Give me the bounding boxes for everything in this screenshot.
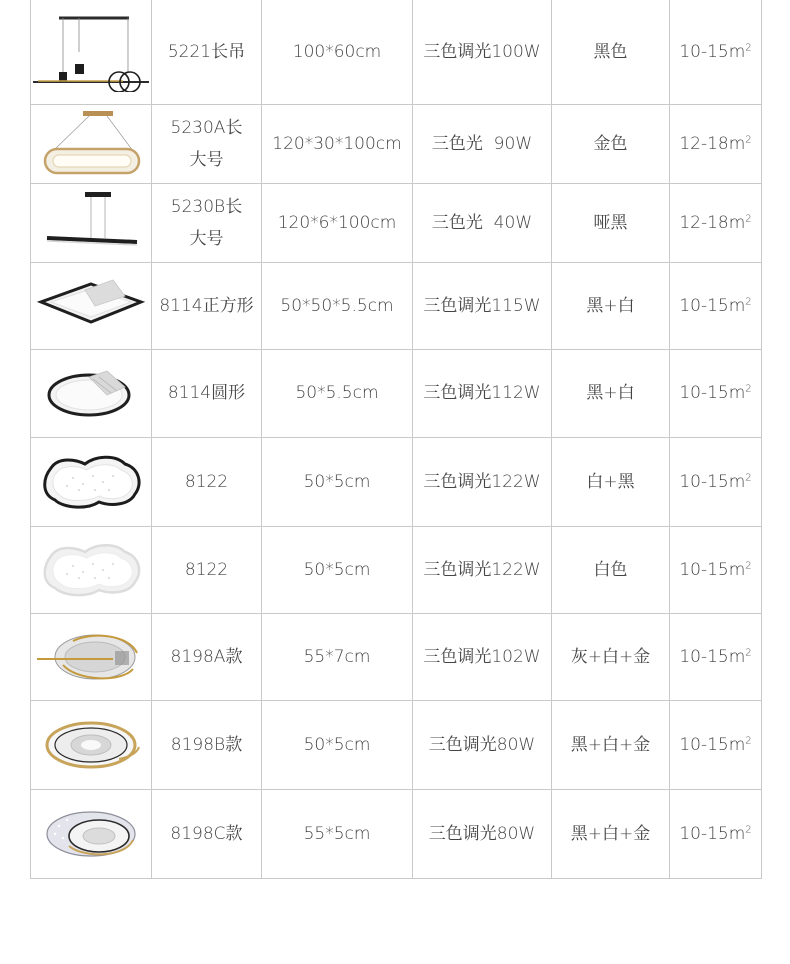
model-cell: 5230B长大号 [152,183,262,262]
product-image-cell [31,700,152,789]
linear-pendant-cylinders-rings-icon [33,12,149,92]
oval-ring-pendant-gold-icon [33,107,149,181]
light-cell: 三色调光115W [413,262,552,349]
linear-bar-pendant-black-icon [33,186,149,260]
cloud-ceiling-lamp-black-icon [33,442,149,522]
color-cell: 黑色 [552,0,670,104]
product-image-cell [31,104,152,183]
area-cell: $10-15m^2$ [670,437,762,526]
color-cell: 灰+白+金 [552,613,670,700]
model-cell: 8122 [152,526,262,613]
size-cell: 55*5cm [262,789,413,878]
light-cell: 三色调光102W [413,613,552,700]
size-cell: 50*5cm [262,526,413,613]
light-cell: 三色光 40W [413,183,552,262]
product-image-cell [31,789,152,878]
ring-ceiling-lamp-b-icon [33,705,149,785]
model-cell: 8114正方形 [152,262,262,349]
light-cell: 三色调光100W [413,0,552,104]
model-cell: 5230A长大号 [152,104,262,183]
area-cell: $10-15m^2$ [670,700,762,789]
area-cell: $12-18m^2$ [670,104,762,183]
light-cell: 三色调光80W [413,789,552,878]
color-cell: 黑+白 [552,262,670,349]
table-row [31,349,762,437]
light-cell: 三色调光122W [413,526,552,613]
light-cell: 三色调光122W [413,437,552,526]
ring-ceiling-lamp-c-icon [33,794,149,874]
area-cell: $10-15m^2$ [670,526,762,613]
model-cell: 5221长吊 [152,0,262,104]
table-row [31,104,762,183]
color-cell: 哑黑 [552,183,670,262]
size-cell: 50*5cm [262,700,413,789]
product-spec-table [30,0,762,879]
square-ceiling-lamp-icon [33,266,149,346]
size-cell: 50*5cm [262,437,413,526]
product-image-cell [31,262,152,349]
area-cell: $12-18m^2$ [670,183,762,262]
light-cell: 三色光 90W [413,104,552,183]
light-cell: 三色调光80W [413,700,552,789]
color-cell: 黑+白+金 [552,700,670,789]
product-image-cell [31,183,152,262]
color-cell: 白+黑 [552,437,670,526]
size-cell: 50*5.5cm [262,349,413,437]
area-cell: $10-15m^2$ [670,613,762,700]
table-row [31,700,762,789]
size-cell: 120*6*100cm [262,183,413,262]
table-row [31,789,762,878]
product-image-cell [31,526,152,613]
area-cell: $10-15m^2$ [670,262,762,349]
product-image-cell [31,437,152,526]
table-row [31,0,762,104]
table-row [31,437,762,526]
product-image-cell [31,0,152,104]
round-ceiling-lamp-icon [33,353,149,433]
color-cell: 金色 [552,104,670,183]
product-image-cell [31,349,152,437]
color-cell: 黑+白+金 [552,789,670,878]
light-cell: 三色调光112W [413,349,552,437]
table-row [31,526,762,613]
size-cell: 120*30*100cm [262,104,413,183]
area-cell: $10-15m^2$ [670,0,762,104]
size-cell: 100*60cm [262,0,413,104]
table-row [31,613,762,700]
cloud-ceiling-lamp-white-icon [33,530,149,610]
model-cell: 8198B款 [152,700,262,789]
model-cell: 8198C款 [152,789,262,878]
table-row [31,262,762,349]
color-cell: 白色 [552,526,670,613]
area-cell: $10-15m^2$ [670,349,762,437]
model-cell: 8114圆形 [152,349,262,437]
ring-ceiling-lamp-a-icon [33,617,149,697]
model-cell: 8122 [152,437,262,526]
product-image-cell [31,613,152,700]
color-cell: 黑+白 [552,349,670,437]
size-cell: 55*7cm [262,613,413,700]
model-cell: 8198A款 [152,613,262,700]
table-row [31,183,762,262]
area-cell: $10-15m^2$ [670,789,762,878]
size-cell: 50*50*5.5cm [262,262,413,349]
